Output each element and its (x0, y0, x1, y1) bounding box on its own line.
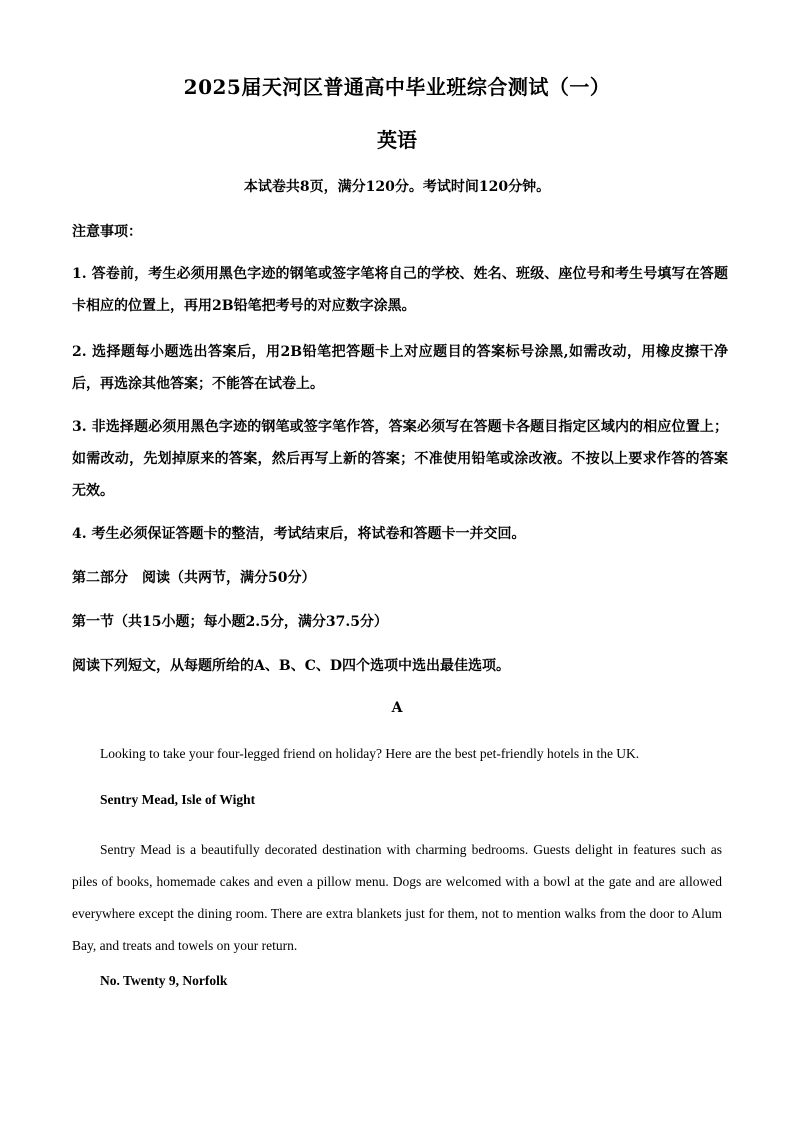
passage-letter: A (391, 700, 403, 716)
notice-rule-1: 1. 答卷前，考生必须用黑色字迹的钢笔或签字笔将自己的学校、姓名、班级、座位号和考生号填写在答题卡相应的位置上，再用2B铅笔把考号的对应数字涂黑。 (72, 266, 728, 314)
part-heading: 第二部分 阅读（共两节，满分50分） (72, 570, 316, 586)
notice-heading: 注意事项： (72, 224, 142, 240)
reading-instruction: 阅读下列短文，从每题所给的A、B、C、D四个选项中选出最佳选项。 (72, 658, 510, 674)
hotel-name: No. Twenty 9, Norfolk (100, 973, 228, 988)
notice-rule-4: 4. 考生必须保证答题卡的整洁，考试结束后，将试卷和答题卡一并交回。 (72, 526, 526, 542)
notice-rule-2: 2. 选择题每小题选出答案后，用2B铅笔把答题卡上对应题目的答案标号涂黑,如需改动，用橡皮擦干净后，再选涂其他答案；不能答在试卷上。 (72, 344, 728, 392)
subject-title: 英语 (377, 128, 417, 152)
hotel-name: Sentry Mead, Isle of Wight (100, 792, 256, 807)
exam-title: 2025届天河区普通高中毕业班综合测试（一） (183, 75, 611, 99)
section-heading: 第一节（共15小题；每小题2.5分，满分37.5分） (72, 614, 388, 630)
hotel-description: Sentry Mead is a beautifully decorated destination with charming bedrooms. Guests delight in features such as piles of books, homemade cakes and even a pillow menu. Dogs are welcomed with a bowl at the gate and are allowed everywhere except the dining room. There are extra blankets just for them, not to mention walks from the door to Alum Bay, and treats and towels on your return. (72, 842, 722, 953)
exam-info: 本试卷共8页，满分120分。考试时间120分钟。 (243, 179, 551, 195)
passage-intro: Looking to take your four-legged friend on holiday? Here are the best pet-friendly hotels in the UK. (100, 746, 640, 761)
notice-rule-3: 3. 非选择题必须用黑色字迹的钢笔或签字笔作答，答案必须写在答题卡各题目指定区域内的相应位置上；如需改动，先划掉原来的答案，然后再写上新的答案；不准使用铅笔或涂改液。不按以上要求作答的答案无效。 (72, 419, 728, 499)
